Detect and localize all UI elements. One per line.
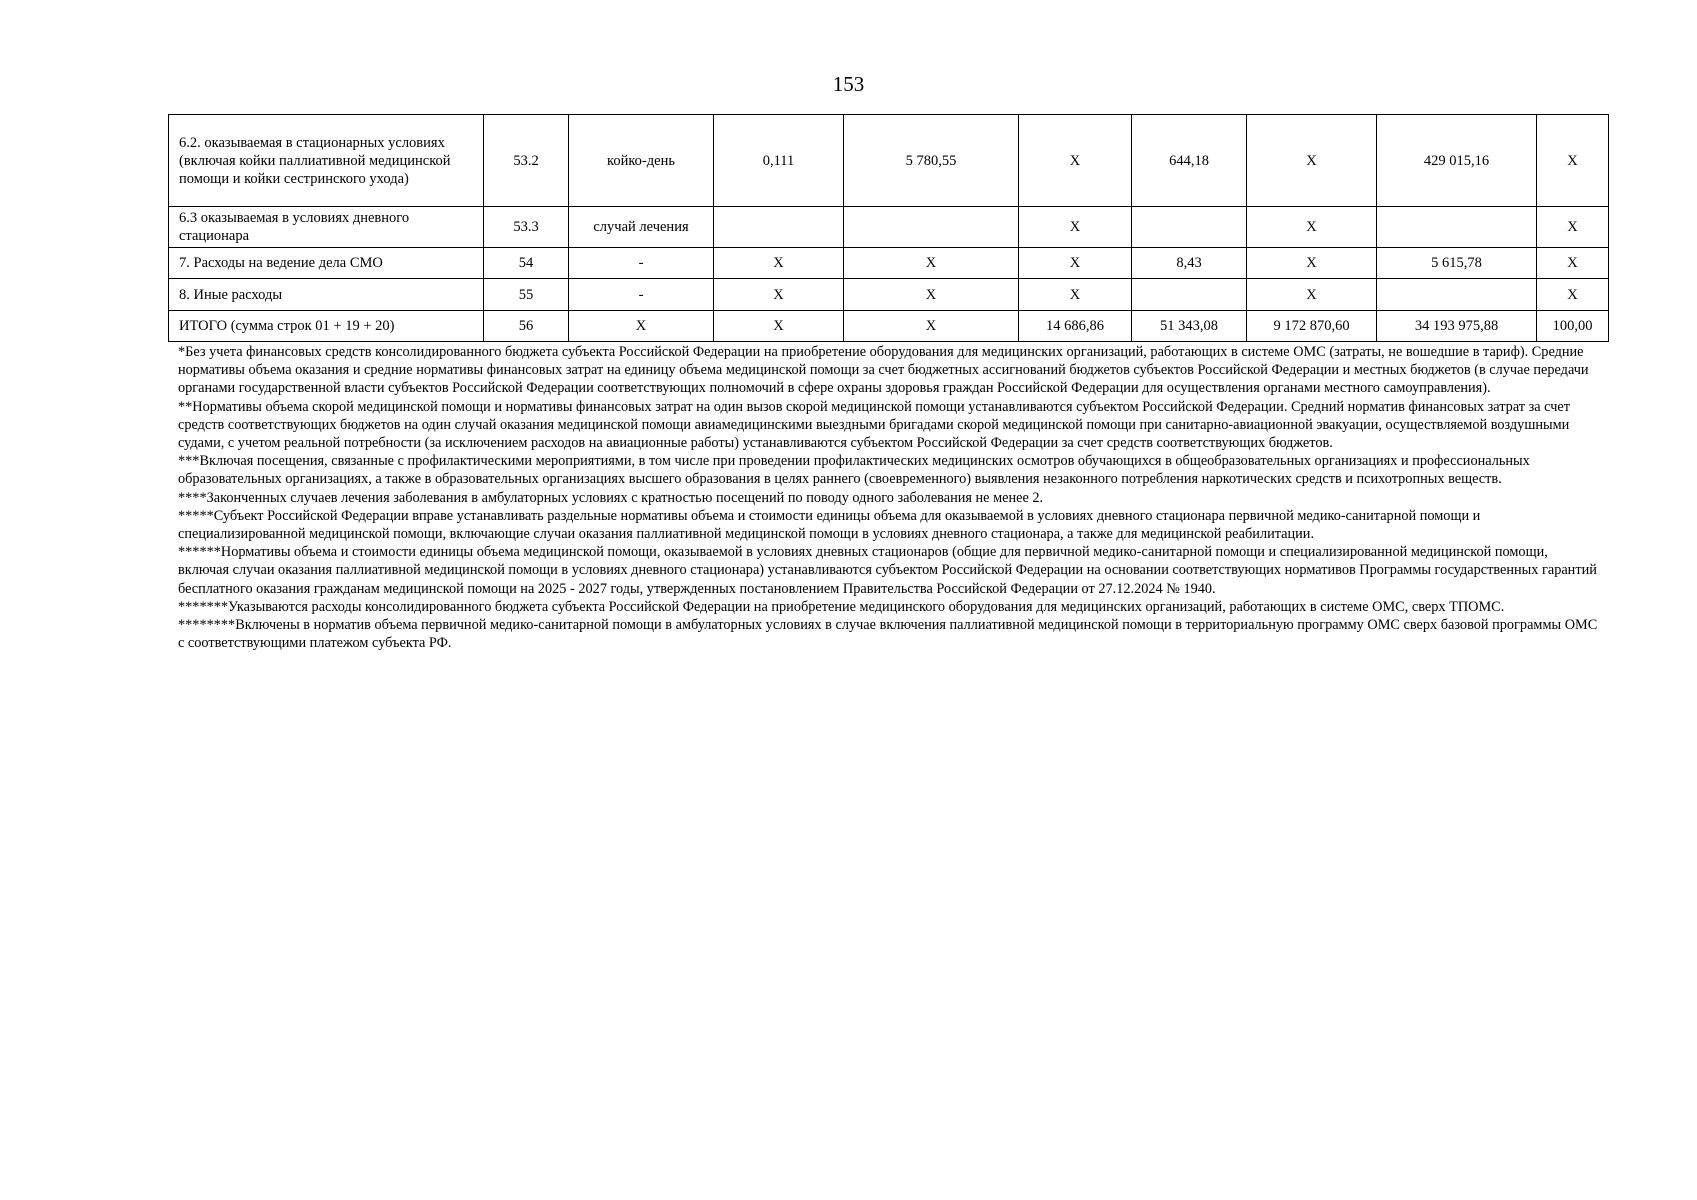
footnote: *******Указываются расходы консолидированного бюджета субъекта Российской Федерации на приобретение медицинского оборудования для медицинских организаций, работающих в системе ОМС, сверх ТПОМС. — [178, 598, 1505, 615]
table-row — [169, 115, 1609, 207]
footnote: **Нормативы объема скорой медицинской помощи и нормативы финансовых затрат на один вызов скорой медицинской помощи устанавливаются субъектом Российской Федерации. Средний норматив финансовых затрат за счет средств соответствующих бюджетов на один случай оказания медицинской помощи авиамедицинскими выездными бригадами скорой медицинской помощи при санитарно-авиационной эвакуации, осуществляемой воздушными судами, с учетом реальной потребности (за исключением расходов на авиационные работы) устанавливаются субъектом Российской Федерации за счет средств соответствующих бюджетов. — [178, 398, 1571, 452]
footnote: ***Включая посещения, связанные с профилактическими мероприятиями, в том числе при проведении профилактических медицинских осмотров обучающихся в общеобразовательных организациях и профессиональных образовательных организациях, а также в образовательных организациях высшего образования в целях раннего (своевременного) выявления незаконного потребления наркотических средств и психотропных веществ. — [178, 453, 1530, 488]
table-cell — [714, 207, 844, 248]
table-cell: 6.3 оказываемая в условиях дневного стационара — [169, 207, 484, 248]
table-cell: X — [1019, 115, 1132, 207]
table-cell: X — [714, 279, 844, 311]
table-cell: случай лечения — [569, 207, 714, 248]
table-cell: 34 193 975,88 — [1377, 311, 1537, 342]
table-cell: X — [1019, 207, 1132, 248]
table-cell: ИТОГО (сумма строк 01 + 19 + 20) — [169, 311, 484, 342]
table-cell: 9 172 870,60 — [1247, 311, 1377, 342]
table-cell: X — [844, 279, 1019, 311]
table-cell: X — [1537, 115, 1609, 207]
table-cell: 5 615,78 — [1377, 248, 1537, 279]
table-cell: X — [1019, 248, 1132, 279]
table-cell: X — [1537, 207, 1609, 248]
footnote: *****Субъект Российской Федерации вправе устанавливать раздельные нормативы объема и стоимости единицы объема для оказываемой в условиях дневного стационара первичной медико-санитарной помощи и специализированной медицинской помощи, включающие случаи оказания паллиативной медицинской помощи в условиях дневного стационара, а также для медицинской реабилитации. — [178, 507, 1481, 543]
table-cell: X — [844, 311, 1019, 342]
table-cell — [1377, 207, 1537, 248]
table-cell: 7. Расходы на ведение дела СМО — [169, 248, 484, 279]
table-cell — [1377, 279, 1537, 311]
table-cell — [1132, 279, 1247, 311]
table-cell: 53.2 — [484, 115, 569, 207]
table-cell: - — [569, 248, 714, 279]
table-cell: X — [1247, 248, 1377, 279]
table-cell: 56 — [484, 311, 569, 342]
table-cell: 8. Иные расходы — [169, 279, 484, 311]
table-cell: 6.2. оказываемая в стационарных условиях (включая койки паллиативной медицинской помощи и койки сестринского ухода) — [169, 115, 484, 207]
table-cell: 5 780,55 — [844, 115, 1019, 207]
budget-table — [168, 114, 1609, 342]
footnote: *Без учета финансовых средств консолидированного бюджета субъекта Российской Федерации на приобретение оборудования для медицинских организаций, работающих в системе ОМС (затраты, не вошедшие в тариф). Средние нормативы объема оказания и средние нормативы финансовых затрат на единицу объема медицинской помощи за счет бюджетных ассигнований бюджетов субъектов Российской Федерации и местных бюджетов (в случае передачи органами государственной власти субъектов Российской Федерации соответствующих полномочий в сфере охраны здоровья граждан Российской Федерации для осуществления органами местного самоуправления). — [178, 344, 1589, 397]
footnote: ******Нормативы объема и стоимости единицы объема медицинской помощи, оказываемой в условиях дневных стационаров (общие для первичной медико-санитарной помощи и специализированной медицинской помощи, включая случаи оказания паллиативной медицинской помощи в условиях дневного стационара) устанавливаются субъектом Российской Федерации на основании соответствующих нормативов Программы государственных гарантий бесплатного оказания гражданам медицинской помощи на 2025 - 2027 годы, утвержденных постановлением Правительства Российской Федерации от 27.12.2024 № 1940. — [178, 544, 1597, 597]
table-cell: 0,111 — [714, 115, 844, 207]
table-cell: X — [569, 311, 714, 342]
table-cell: X — [1247, 207, 1377, 248]
table-cell: X — [1247, 279, 1377, 311]
table-row — [169, 248, 1609, 279]
footnote: ****Законченных случаев лечения заболевания в амбулаторных условиях с кратностью посещений по поводу одного заболевания не менее 2. — [178, 489, 1044, 506]
footnote: ********Включены в норматив объема первичной медико-санитарной помощи в амбулаторных условиях в случае включения паллиативной медицинской помощи в территориальную программу ОМС сверх базовой программы ОМС с соответствующими платежом субъекта РФ. — [178, 617, 1598, 652]
table-cell: 55 — [484, 279, 569, 311]
table-cell: 100,00 — [1537, 311, 1609, 342]
table-cell: 14 686,86 — [1019, 311, 1132, 342]
table-cell: X — [1537, 248, 1609, 279]
table-cell: X — [714, 311, 844, 342]
table-cell: X — [1019, 279, 1132, 311]
table-row-total — [169, 311, 1609, 342]
table-cell: 51 343,08 — [1132, 311, 1247, 342]
table-cell: 644,18 — [1132, 115, 1247, 207]
table-cell — [844, 207, 1019, 248]
table-cell: X — [844, 248, 1019, 279]
table-cell: X — [1247, 115, 1377, 207]
table-row — [169, 207, 1609, 248]
table-cell: - — [569, 279, 714, 311]
table-cell: 53.3 — [484, 207, 569, 248]
table-cell: 54 — [484, 248, 569, 279]
table-cell: койко-день — [569, 115, 714, 207]
table-cell — [1132, 207, 1247, 248]
table-row — [169, 279, 1609, 311]
table-cell: 8,43 — [1132, 248, 1247, 279]
footnotes — [178, 343, 1598, 652]
table-cell: 429 015,16 — [1377, 115, 1537, 207]
table-cell: X — [1537, 279, 1609, 311]
page-number: 153 — [832, 72, 865, 96]
table-cell: X — [714, 248, 844, 279]
